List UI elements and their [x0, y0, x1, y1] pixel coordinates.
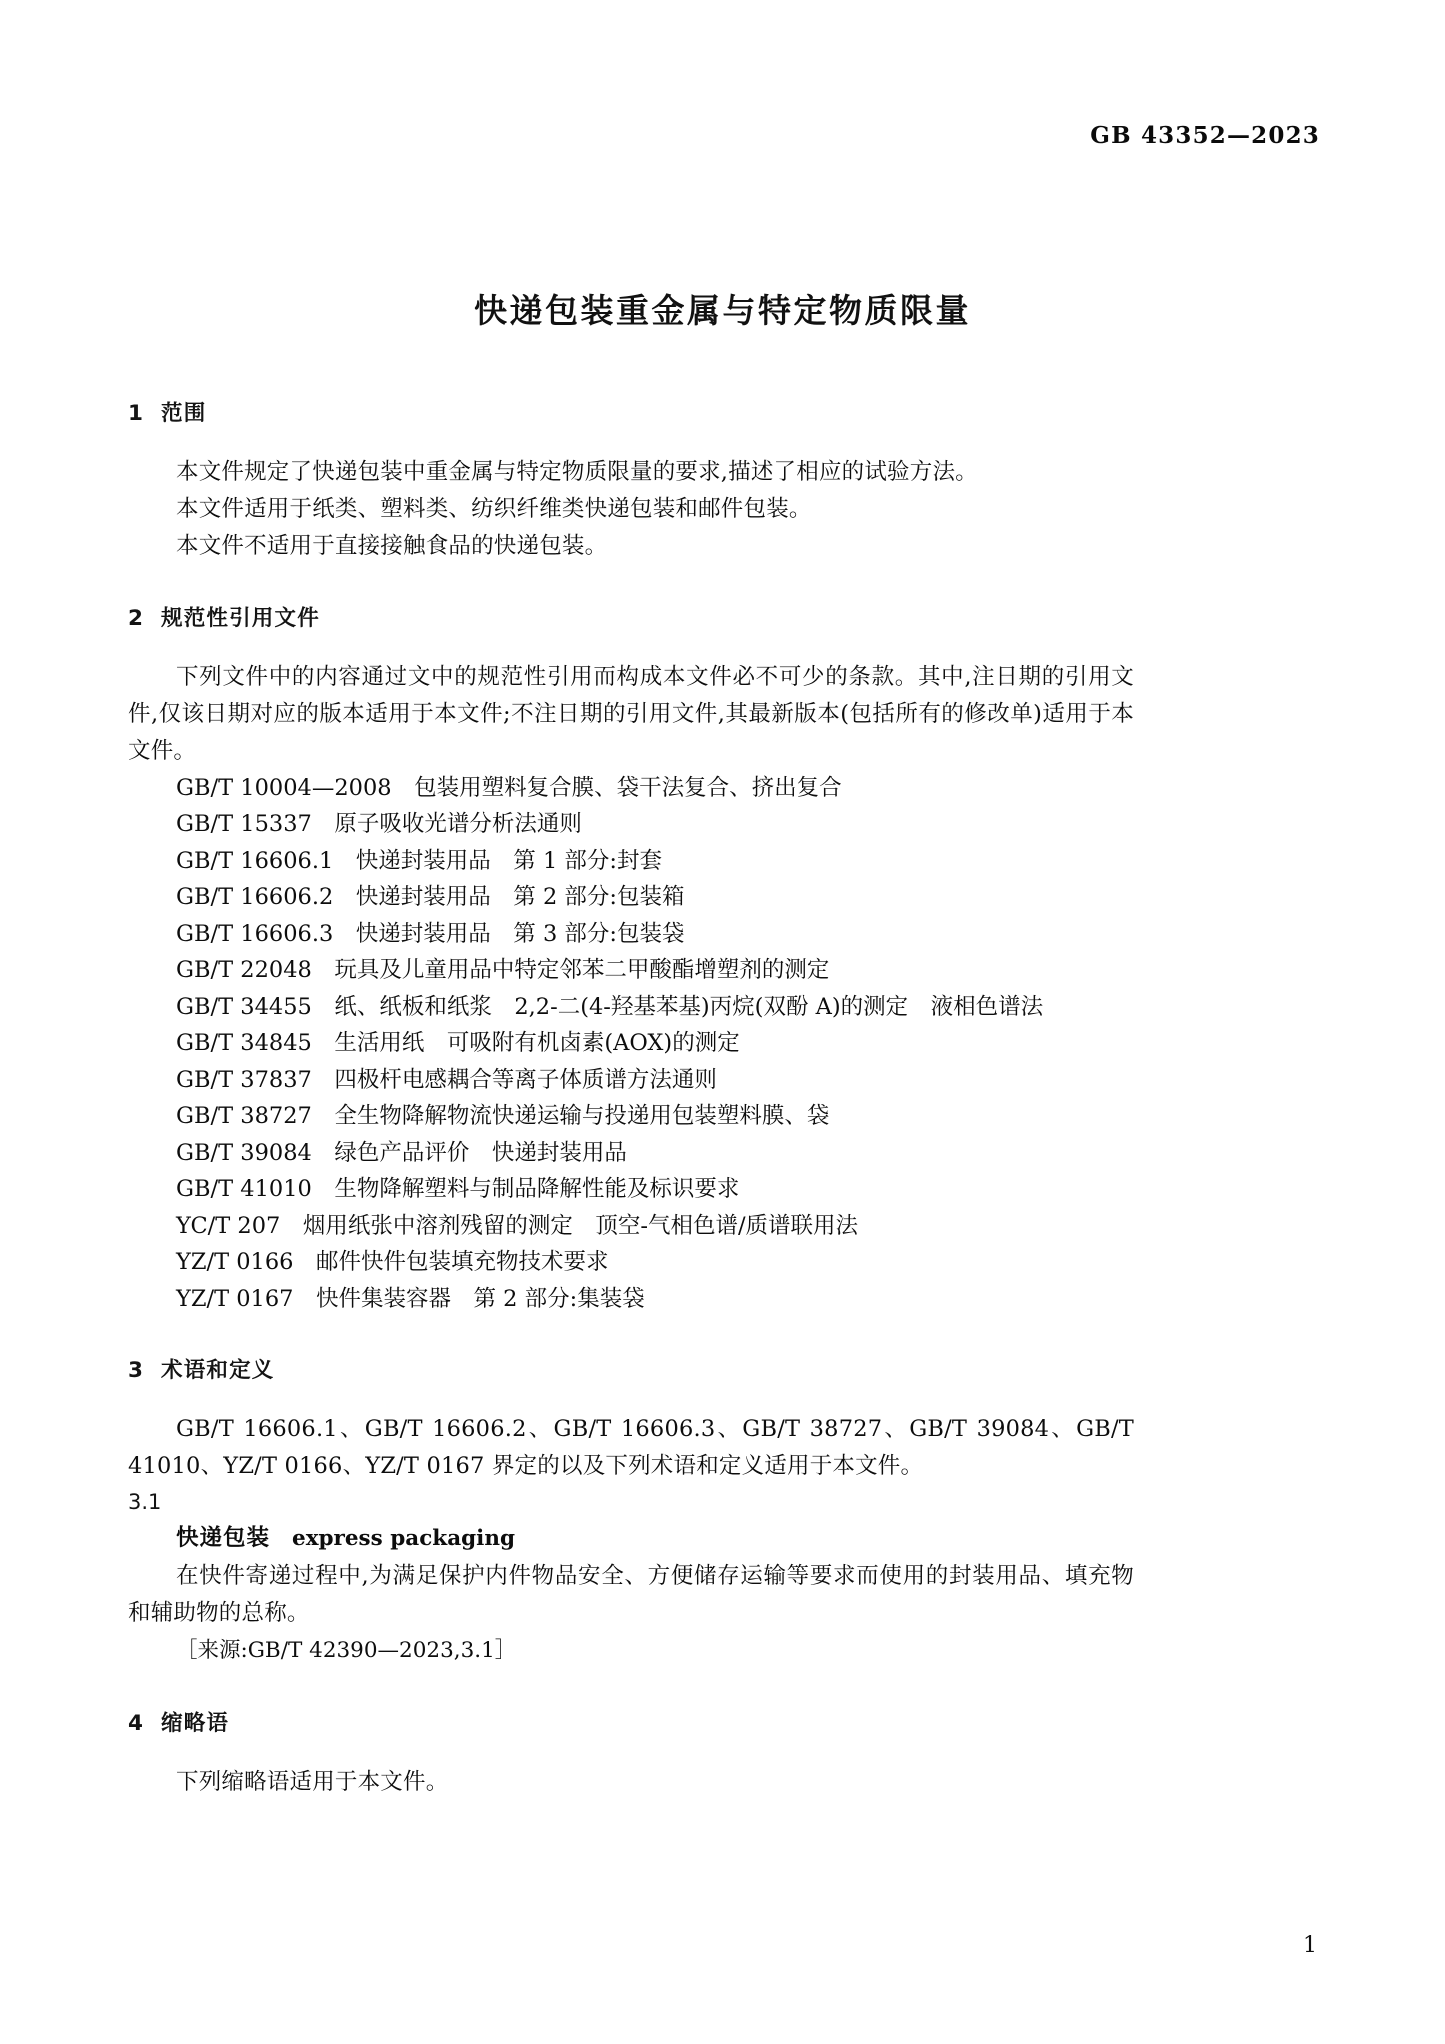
- document-title: 快递包装重金属与特定物质限量: [474, 291, 971, 330]
- reference-item: GB/T 22048 玩具及儿童用品中特定邻苯二甲酸酯增塑剂的测定: [176, 957, 830, 984]
- reference-item: GB/T 16606.1 快递封装用品 第 1 部分:封套: [176, 847, 662, 874]
- reference-item: GB/T 16606.3 快递封装用品 第 3 部分:包装袋: [176, 920, 685, 947]
- running-header-standard-code: GB 43352—2023: [1090, 122, 1320, 149]
- section-1-paragraph-1: 本文件规定了快递包装中重金属与特定物质限量的要求,描述了相应的试验方法。: [176, 458, 978, 485]
- page-number: 1: [1303, 1933, 1317, 1958]
- term-entry: [128, 1519, 1134, 1558]
- reference-item: GB/T 38727 全生物降解物流快递运输与投递用包装塑料膜、袋: [176, 1103, 830, 1130]
- reference-item: GB/T 10004—2008 包装用塑料复合膜、袋干法复合、挤出复合: [176, 774, 842, 801]
- reference-item: GB/T 41010 生物降解塑料与制品降解性能及标识要求: [176, 1176, 740, 1203]
- reference-item: GB/T 37837 四极杆电感耦合等离子体质谱方法通则: [176, 1066, 717, 1093]
- section-2-intro: 下列文件中的内容通过文中的规范性引用而构成本文件必不可少的条款。其中,注日期的引用文件,仅该日期对应的版本适用于本文件;不注日期的引用文件,其最新版本(包括所有的修改单)适用于本文件。: [128, 663, 1134, 764]
- reference-item: YZ/T 0166 邮件快件包装填充物技术要求: [176, 1249, 609, 1276]
- section-title-2: 规范性引用文件: [161, 605, 320, 631]
- section-heading-2: [128, 605, 1134, 633]
- reference-item: YZ/T 0167 快件集装容器 第 2 部分:集装袋: [176, 1285, 645, 1312]
- term-name-english: express packaging: [292, 1526, 515, 1552]
- reference-item: GB/T 16606.2 快递封装用品 第 2 部分:包装箱: [176, 884, 685, 911]
- section-number-3: 3: [128, 1358, 145, 1384]
- clause-number-3-1: 3.1: [128, 1490, 162, 1515]
- section-number-4: 4: [128, 1711, 145, 1737]
- reference-item: YC/T 207 烟用纸张中溶剂残留的测定 顶空-气相色谱/质谱联用法: [176, 1212, 859, 1239]
- reference-item: GB/T 15337 原子吸收光谱分析法通则: [176, 811, 582, 838]
- section-heading-4: [128, 1710, 1134, 1738]
- section-1-paragraph-3: 本文件不适用于直接接触食品的快递包装。: [176, 532, 608, 559]
- section-title-3: 术语和定义: [161, 1358, 275, 1384]
- section-title-1: 范围: [161, 401, 207, 426]
- section-4-paragraph-1: 下列缩略语适用于本文件。: [176, 1769, 449, 1796]
- section-number-2: 2: [128, 605, 145, 631]
- reference-item: GB/T 34455 纸、纸板和纸浆 2,2-二(4-羟基苯基)丙烷(双酚 A)的测定 液相色谱法: [176, 993, 1044, 1020]
- section-heading-1: [128, 400, 1134, 428]
- term-definition: 在快件寄递过程中,为满足保护内件物品安全、方便储存运输等要求而使用的封装用品、填充物和辅助物的总称。: [128, 1563, 1134, 1627]
- term-name-chinese: 快递包装: [176, 1525, 271, 1552]
- term-source-reference: ［来源:GB/T 42390—2023,3.1］: [176, 1638, 517, 1664]
- section-1-paragraph-2: 本文件适用于纸类、塑料类、纺织纤维类快递包装和邮件包装。: [176, 495, 812, 522]
- normative-reference-list: [128, 770, 1134, 1318]
- reference-item: GB/T 39084 绿色产品评价 快递封装用品: [176, 1139, 627, 1166]
- document-body: [128, 400, 1134, 1801]
- section-number-1: 1: [128, 401, 145, 426]
- reference-item: GB/T 34845 生活用纸 可吸附有机卤素(AOX)的测定: [176, 1030, 740, 1057]
- section-heading-3: [128, 1357, 1134, 1385]
- section-3-intro: GB/T 16606.1、GB/T 16606.2、GB/T 16606.3、GB/T 38727、GB/T 39084、GB/T 41010、YZ/T 0166、YZ/T 0167 界定的以及下列术语和定义适用于本文件。: [128, 1416, 1134, 1480]
- section-title-4: 缩略语: [161, 1711, 230, 1737]
